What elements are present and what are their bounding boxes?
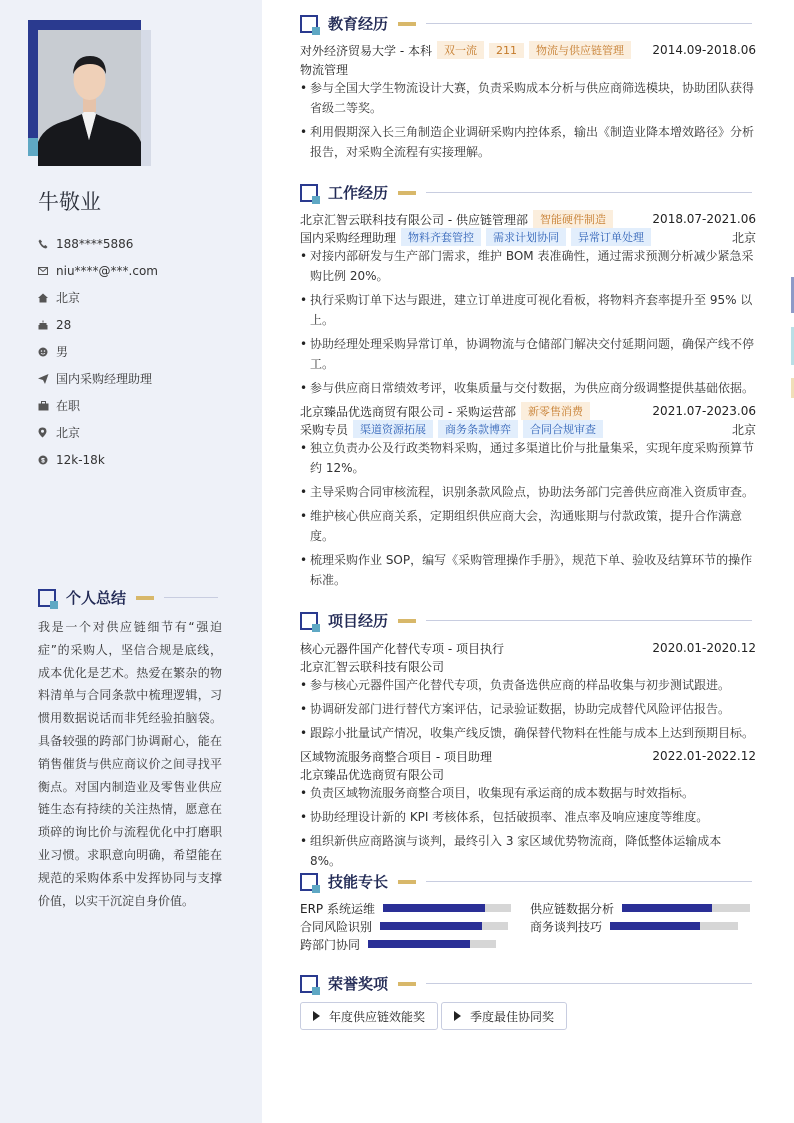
job-date: 2018.07-2021.06	[652, 212, 756, 226]
info-home-text: 北京	[56, 291, 81, 305]
job-header-row	[300, 402, 756, 420]
job-skill-tag: 需求计划协同	[486, 228, 566, 246]
home-icon	[38, 293, 56, 303]
skill-bar-fill	[610, 922, 700, 930]
info-status	[38, 392, 238, 419]
job-skill-tag: 商务条款博弈	[438, 420, 518, 438]
info-home	[38, 284, 238, 311]
project-bullet: • 组织新供应商路演与谈判，最终引入 3 家区域优势物流商，降低整体运输成本 8%。	[300, 831, 756, 871]
job-company: 北京汇智云联科技有限公司 - 供应链管理部	[300, 212, 528, 227]
skill-bar-fill	[368, 940, 470, 948]
project-company: 北京臻品优选商贸有限公司	[300, 767, 445, 782]
education-major-row	[300, 60, 756, 78]
education-tag: 211	[489, 43, 524, 58]
job-skill-tag: 渠道资源拓展	[353, 420, 433, 438]
section-square-icon	[300, 184, 318, 202]
project-name: 区域物流服务商整合项目 - 项目助理	[300, 749, 492, 764]
section-gold-bar	[398, 982, 416, 986]
section-gold-bar	[398, 880, 416, 884]
awards-title: 荣誉奖项	[328, 975, 389, 993]
cake-icon	[38, 320, 56, 330]
skill-bar	[380, 922, 508, 930]
project-header-row	[300, 747, 756, 765]
skill-name: ERP 系统运维	[300, 901, 375, 916]
education-title: 教育经历	[328, 15, 389, 33]
section-divider-line	[426, 192, 752, 193]
section-square-icon	[38, 589, 56, 607]
skill-bar-fill	[622, 904, 712, 912]
job-bullet: • 梳理采购作业 SOP，编写《采购管理操作手册》，规范下单、验收及结算环节的操作标准。	[300, 550, 756, 590]
skill-item	[300, 918, 508, 934]
send-icon	[38, 374, 56, 384]
education-major: 物流管理	[300, 62, 349, 77]
section-gold-bar	[398, 191, 416, 195]
project-bullet: • 协调研发部门进行替代方案评估，记录验证数据，协助完成替代风险评估报告。	[300, 699, 756, 719]
project-bullet: • 跟踪小批量试产情况，收集产线反馈，确保替代物料在性能与成本上达到预期目标。	[300, 723, 756, 743]
location-pin-icon	[38, 427, 56, 438]
job-city: 北京	[731, 422, 756, 437]
skill-item	[530, 900, 750, 916]
section-gold-bar	[398, 22, 416, 26]
skill-bar	[368, 940, 496, 948]
section-gold-bar	[136, 596, 154, 600]
info-age	[38, 311, 238, 338]
education-school: 对外经济贸易大学 - 本科	[300, 43, 432, 58]
project-bullet: • 参与核心元器件国产化替代专项，负责备选供应商的样品收集与初步测试跟进。	[300, 675, 756, 695]
job-skill-tag: 合同合规审查	[523, 420, 603, 438]
project-company-row	[300, 765, 756, 783]
job-position: 国内采购经理助理	[300, 230, 397, 245]
section-square-icon	[300, 612, 318, 630]
info-email	[38, 257, 238, 284]
summary-section-header	[38, 587, 218, 608]
info-salary-text: 12k-18k	[56, 452, 105, 467]
education-tag: 物流与供应链管理	[529, 41, 631, 59]
salary-icon	[38, 455, 56, 465]
job-date: 2021.07-2023.06	[652, 404, 756, 418]
project-date: 2020.01-2020.12	[652, 641, 756, 655]
job-city: 北京	[731, 230, 756, 245]
education-tag: 双一流	[437, 41, 484, 59]
project-company-row	[300, 657, 756, 675]
project-name: 核心元器件国产化替代专项 - 项目执行	[300, 641, 504, 656]
section-square-icon	[300, 15, 318, 33]
info-gender-text: 男	[56, 345, 69, 359]
section-gold-bar	[398, 619, 416, 623]
project-bullet: • 负责区域物流服务商整合项目，收集现有承运商的成本数据与时效指标。	[300, 783, 756, 803]
skill-bar	[610, 922, 738, 930]
education-section-header	[300, 13, 752, 34]
awards-section-header	[300, 973, 752, 994]
projects-title: 项目经历	[328, 612, 389, 630]
work-section-header	[300, 182, 752, 203]
person-name: 牛敬业	[38, 190, 101, 214]
contact-info-list	[38, 230, 238, 473]
job-header-row	[300, 210, 756, 228]
education-bullet: • 利用假期深入长三角制造企业调研采购内控体系，输出《制造业降本增效路径》分析报告，对采购全流程有实接理解。	[300, 122, 756, 162]
section-square-icon	[300, 975, 318, 993]
info-intent-text: 国内采购经理助理	[56, 372, 153, 386]
job-bullet: • 执行采购订单下达与跟进，建立订单进度可视化看板，将物料齐套率提升至 95% 以上。	[300, 290, 756, 330]
skill-item	[300, 900, 511, 916]
play-triangle-icon	[313, 1011, 320, 1021]
award-name: 年度供应链效能奖	[329, 1009, 426, 1024]
info-gender	[38, 338, 238, 365]
section-divider-line	[426, 983, 752, 984]
skill-item	[530, 918, 738, 934]
job-bullet: • 协助经理处理采购异常订单，协调物流与仓储部门解决交付延期问题，确保产线不停工。	[300, 334, 756, 374]
project-date: 2022.01-2022.12	[652, 749, 756, 763]
section-square-icon	[300, 873, 318, 891]
briefcase-icon	[38, 401, 56, 411]
award-name: 季度最佳协同奖	[470, 1009, 555, 1024]
phone-icon	[38, 239, 56, 249]
job-bullet: • 独立负责办公及行政类物料采购，通过多渠道比价与批量集采，实现年度采购预算节约 12%。	[300, 438, 756, 478]
avatar	[38, 30, 151, 166]
info-status-text: 在职	[56, 399, 81, 413]
project-company: 北京汇智云联科技有限公司	[300, 659, 445, 674]
skill-bar-fill	[380, 922, 482, 930]
info-email-text: niu****@***.com	[56, 263, 158, 278]
job-bullet: • 维护核心供应商关系，定期组织供应商大会，沟通账期与付款政策，提升合作满意度。	[300, 506, 756, 546]
job-bullet: • 对接内部研发与生产部门需求，维护 BOM 表准确性，通过需求预测分析减少紧急采购比例 20%。	[300, 246, 756, 286]
job-skill-tag: 异常订单处理	[571, 228, 651, 246]
info-location	[38, 419, 238, 446]
job-company: 北京臻品优选商贸有限公司 - 采购运营部	[300, 404, 516, 419]
projects-section-header	[300, 610, 752, 631]
skill-bar-fill	[383, 904, 485, 912]
gender-icon	[38, 347, 56, 357]
section-divider-line	[426, 23, 752, 24]
skill-name: 合同风险识别	[300, 919, 373, 934]
mail-icon	[38, 267, 56, 275]
work-title: 工作经历	[328, 184, 389, 202]
section-divider-line	[426, 881, 752, 882]
job-industry-tag: 新零售消费	[521, 402, 590, 420]
photo-strip	[141, 30, 151, 166]
info-age-text: 28	[56, 317, 72, 332]
skill-name: 跨部门协同	[300, 937, 361, 952]
award-badge	[300, 1002, 438, 1030]
skill-name: 供应链数据分析	[530, 901, 615, 916]
skills-title: 技能专长	[328, 873, 389, 891]
avatar-photo-icon	[38, 30, 141, 166]
skill-bar	[383, 904, 511, 912]
summary-text: 我是一个对供应链细节有“强迫症”的采购人，坚信合规是底线，成本优化是艺术。热爱在繁杂的物料清单与合同条款中梳理逻辑，习惯用数据说话而非凭经验拍脑袋。具备较强的跨部门协调耐心，能在销售催货与供应商议价之间寻找平衡点。对国内制造业及零售业供应链生态有持续的关注热情，愿意在琐碎的询比价与流程优化中打磨职业习惯。求职意向明确，希望能在规范的采购体系中发挥协同与支撑价值，以实干沉淀自身价值。	[38, 620, 222, 908]
job-skill-tag: 物料齐套管控	[401, 228, 481, 246]
info-location-text: 北京	[56, 426, 81, 440]
skill-bar	[622, 904, 750, 912]
info-intent	[38, 365, 238, 392]
education-bullet: • 参与全国大学生物流设计大赛，负责采购成本分析与供应商筛选模块，协助团队获得省级二等奖。	[300, 78, 756, 118]
section-divider-line	[164, 597, 218, 598]
play-triangle-icon	[454, 1011, 461, 1021]
job-bullet: • 参与供应商日常绩效考评，收集质量与交付数据，为供应商分级调整提供基础依据。	[300, 378, 756, 398]
job-bullet: • 主导采购合同审核流程，识别条款风险点，协助法务部门完善供应商准入资质审查。	[300, 482, 756, 502]
job-position-row	[300, 420, 756, 438]
info-phone-text: 188****5886	[56, 236, 134, 251]
job-position-row	[300, 228, 756, 246]
education-date: 2014.09-2018.06	[652, 43, 756, 57]
section-divider-line	[426, 620, 752, 621]
info-salary	[38, 446, 238, 473]
job-industry-tag: 智能硬件制造	[533, 210, 613, 228]
project-header-row	[300, 639, 756, 657]
skill-name: 商务谈判技巧	[530, 919, 603, 934]
info-phone	[38, 230, 238, 257]
project-bullet: • 协助经理设计新的 KPI 考核体系，包括破损率、准点率及响应速度等维度。	[300, 807, 756, 827]
photo-accent	[28, 138, 38, 156]
education-header-row	[300, 41, 756, 59]
skills-section-header	[300, 871, 752, 892]
summary-title: 个人总结	[66, 589, 127, 607]
skill-item	[300, 936, 496, 952]
sidebar	[0, 0, 262, 1123]
job-position: 采购专员	[300, 422, 349, 437]
award-badge	[441, 1002, 567, 1030]
